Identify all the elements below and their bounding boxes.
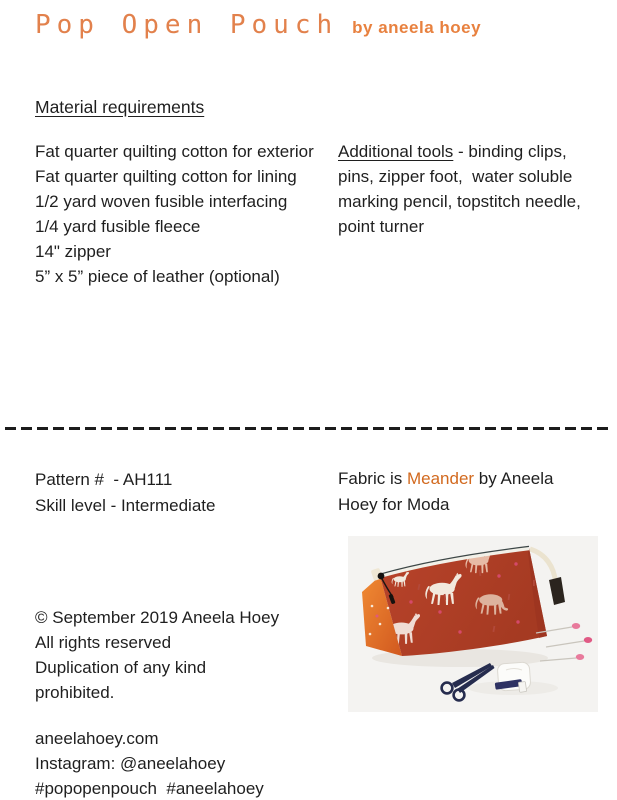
website-url: aneelahoey.com <box>35 729 159 748</box>
material-item: Fat quarter quilting cotton for exterior <box>35 142 314 161</box>
dashed-divider <box>5 427 612 430</box>
pattern-number: Pattern # - AH111 <box>35 470 173 489</box>
additional-tools-text: - binding clips, pins, zipper foot, water soluble marking pencil, topstitch needle, point turner <box>338 142 586 236</box>
fabric-prefix: Fabric is <box>338 469 407 488</box>
fabric-suffix: by Aneela Hoey for Moda <box>338 469 554 514</box>
pattern-info <box>35 467 215 519</box>
material-item: 1/4 yard fusible fleece <box>35 217 201 236</box>
copyright-notice <box>35 605 279 705</box>
additional-tools-label: Additional tools <box>338 142 454 161</box>
material-list <box>35 139 327 289</box>
contact-info <box>35 726 264 800</box>
material-item: Fat quarter quilting cotton for lining <box>35 167 297 186</box>
copyright-line: prohibited. <box>35 683 115 702</box>
page-title: Pop Open Pouch <box>35 10 339 40</box>
header <box>35 10 481 40</box>
material-item: 1/2 yard woven fusible interfacing <box>35 192 288 211</box>
additional-tools-paragraph <box>338 139 600 239</box>
copyright-line: © September 2019 Aneela Hoey <box>35 608 280 627</box>
material-item: 5” x 5” piece of leather (optional) <box>35 267 280 286</box>
tape-measure-graphic <box>495 662 531 692</box>
product-photo <box>348 536 598 712</box>
material-requirements-heading: Material requirements <box>35 97 205 117</box>
copyright-line: Duplication of any kind <box>35 658 207 677</box>
hashtags: #popopenpouch #aneelahoey <box>35 779 264 798</box>
instagram-handle: Instagram: @aneelahoey <box>35 754 226 773</box>
material-item: 14" zipper <box>35 242 111 261</box>
skill-level: Skill level - Intermediate <box>35 496 216 515</box>
fabric-info <box>338 466 578 518</box>
copyright-line: All rights reserved <box>35 633 172 652</box>
fabric-collection-name: Meander <box>406 469 475 488</box>
byline: by aneela hoey <box>352 18 482 37</box>
